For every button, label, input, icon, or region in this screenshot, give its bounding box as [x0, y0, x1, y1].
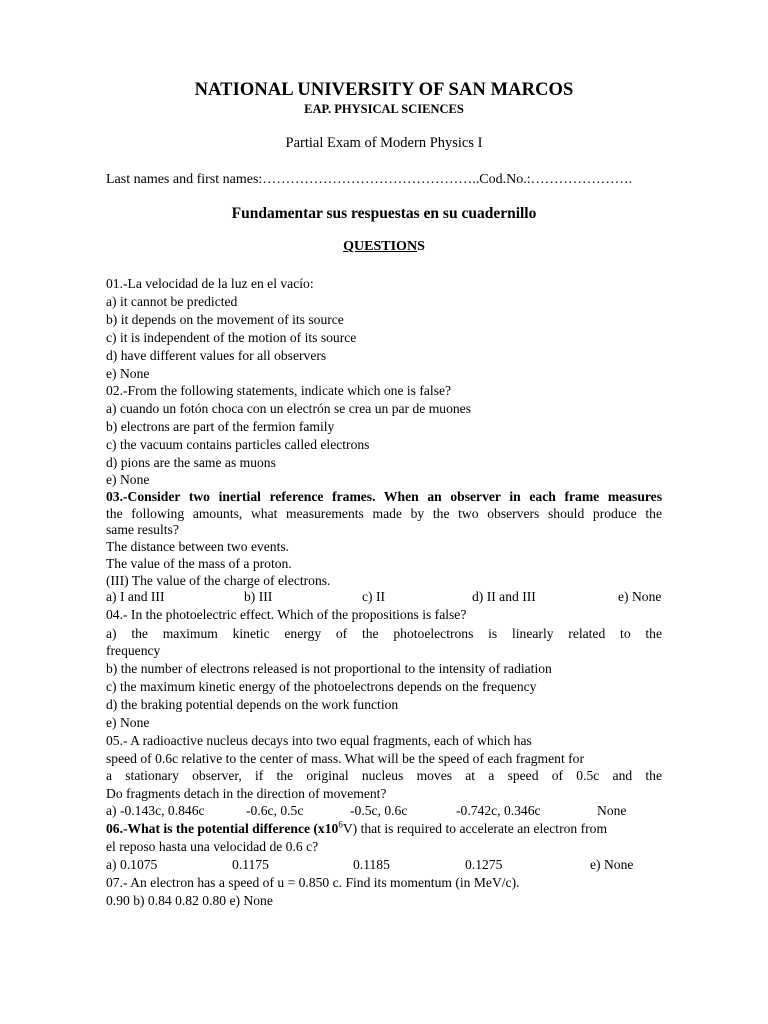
- q1-stem: 01.-La velocidad de la luz en el vacío:: [106, 276, 314, 291]
- q2-option-a: a) cuando un fotón choca con un electrón se crea un par de muones: [106, 401, 471, 416]
- q3-stem-line1: 03.-Consider two inertial reference frames. When an observer in each frame measures: [106, 489, 662, 504]
- q7-options: 0.90 b) 0.84 0.82 0.80 e) None: [106, 893, 273, 908]
- q5-stem-line1: 05.- A radioactive nucleus decays into two equal fragments, each of which has: [106, 733, 532, 748]
- q1-option-e: e) None: [106, 366, 150, 381]
- q5-option-b: -0.6c, 0.5c: [246, 803, 304, 818]
- q3-option-a: a) I and III: [106, 589, 165, 604]
- q4-option-c: c) the maximum kinetic energy of the photoelectrons depends on the frequency: [106, 679, 537, 694]
- questions-heading-rest: S: [417, 239, 425, 254]
- q6-option-b: 0.1175: [232, 857, 269, 872]
- q1-option-a: a) it cannot be predicted: [106, 294, 238, 309]
- q6-stem-exponent: 6: [338, 819, 343, 830]
- q6-stem-rest: V) that is required to accelerate an electron from: [342, 821, 608, 836]
- q5-stem-line2: speed of 0.6c relative to the center of mass. What will be the speed of each fragment for: [106, 751, 584, 766]
- q2-option-e: e) None: [106, 472, 150, 487]
- q2-option-b: b) electrons are part of the fermion family: [106, 419, 335, 434]
- q3-statement-i: The distance between two events.: [106, 539, 290, 554]
- q3-stem-line3: same results?: [106, 522, 179, 537]
- q4-stem: 04.- In the photoelectric effect. Which of the propositions is false?: [106, 607, 467, 622]
- q6-stem-bold: 06.-What is the potential difference (x10: [106, 821, 339, 836]
- q4-option-d: d) the braking potential depends on the work function: [106, 697, 399, 712]
- q4-option-b: b) the number of electrons released is not proportional to the intensity of radiation: [106, 661, 552, 676]
- q1-option-b: b) it depends on the movement of its source: [106, 312, 344, 327]
- q2-option-c: c) the vacuum contains particles called electrons: [106, 437, 370, 452]
- q3-option-e: e) None: [618, 589, 662, 604]
- q2-option-d: d) pions are the same as muons: [106, 455, 276, 470]
- q6-stem-line2: el reposo hasta una velocidad de 0.6 c?: [106, 839, 319, 854]
- exam-title: Partial Exam of Modern Physics I: [285, 135, 483, 151]
- q3-option-c: c) II: [362, 589, 386, 604]
- q7-stem: 07.- An electron has a speed of u = 0.850 c. Find its momentum (in MeV/c).: [106, 875, 520, 890]
- q4-option-e: e) None: [106, 715, 150, 730]
- q6-option-d: 0.1275: [465, 857, 503, 872]
- q6-option-a: a) 0.1075: [106, 857, 158, 872]
- q4-option-a-line2: frequency: [106, 643, 161, 658]
- q3-statement-iii: (III) The value of the charge of electrons.: [106, 573, 331, 588]
- q5-stem-line3: a stationary observer, if the original nucleus moves at a speed of 0.5c and the: [106, 768, 662, 783]
- questions-heading: [0, 239, 768, 255]
- instruction-text: Fundamentar sus respuestas en su cuadernillo: [231, 205, 537, 222]
- q3-option-d: d) II and III: [472, 589, 536, 604]
- q3-statement-ii: The value of the mass of a proton.: [106, 556, 292, 571]
- names-code-line: Last names and first names:………………………………………..Cod.No.:………………….: [106, 172, 633, 187]
- q6-option-e: e) None: [590, 857, 634, 872]
- school-name: EAP. PHYSICAL SCIENCES: [304, 102, 464, 116]
- q6-option-c: 0.1185: [353, 857, 390, 872]
- q1-option-c: c) it is independent of the motion of its source: [106, 330, 357, 345]
- q1-option-d: d) have different values for all observers: [106, 348, 327, 363]
- q5-option-a: a) -0.143c, 0.846c: [106, 803, 205, 818]
- q5-option-c: -0.5c, 0.6c: [350, 803, 408, 818]
- university-title: NATIONAL UNIVERSITY OF SAN MARCOS: [194, 80, 574, 100]
- q5-stem-line4: Do fragments detach in the direction of movement?: [106, 786, 387, 801]
- q2-stem: 02.-From the following statements, indicate which one is false?: [106, 383, 452, 398]
- q3-option-b: b) III: [244, 589, 273, 604]
- q5-option-e: None: [597, 803, 627, 818]
- q3-stem-line2: the following amounts, what measurements made by the two observers should produce the: [106, 506, 662, 521]
- questions-heading-underlined: QUESTION: [343, 239, 418, 254]
- q4-option-a-line1: a) the maximum kinetic energy of the photoelectrons is linearly related to the: [106, 626, 662, 641]
- q6-stem-line1: [106, 821, 666, 837]
- q5-option-d: -0.742c, 0.346c: [456, 803, 541, 818]
